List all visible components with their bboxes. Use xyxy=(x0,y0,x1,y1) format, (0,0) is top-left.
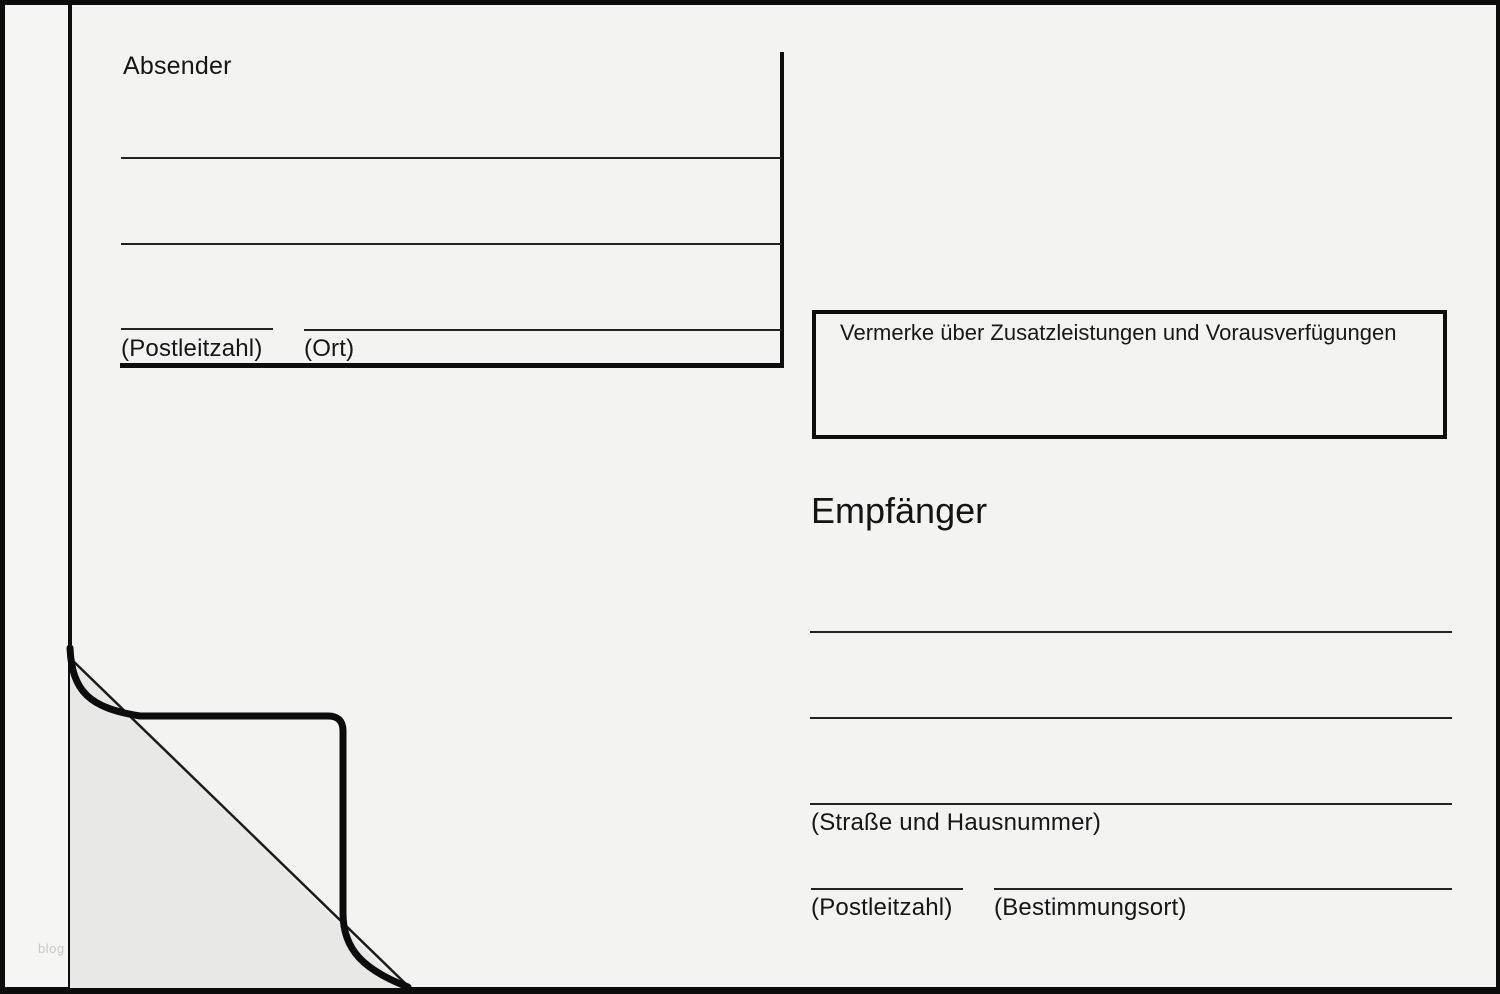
recipient-section-title: Empfänger xyxy=(811,490,988,531)
page-border-right xyxy=(1496,0,1500,994)
recipient-postal-code-label: (Postleitzahl) xyxy=(811,894,953,921)
service-notes-box xyxy=(812,310,1447,439)
service-notes-label: Vermerke über Zusatzleistungen und Vorausverfügungen xyxy=(840,320,1397,345)
sender-block-vertical-rule xyxy=(780,52,784,367)
watermark-text: blog xyxy=(38,941,65,956)
page-curl-graphic xyxy=(58,640,428,994)
sender-name-line xyxy=(121,157,782,159)
recipient-street-label: (Straße und Hausnummer) xyxy=(811,809,1102,836)
sender-city-line xyxy=(304,329,782,331)
recipient-destination-label: (Bestimmungsort) xyxy=(994,894,1187,921)
recipient-street-line xyxy=(810,803,1452,805)
sender-block-bottom-rule xyxy=(120,363,784,368)
page-border-top xyxy=(0,0,1500,5)
recipient-name-line xyxy=(810,631,1452,633)
sender-postal-code-line xyxy=(121,328,273,330)
sender-city-label: (Ort) xyxy=(304,335,355,362)
recipient-name2-line xyxy=(810,717,1452,719)
sender-street-line xyxy=(121,243,782,245)
sender-postal-code-label: (Postleitzahl) xyxy=(121,335,263,362)
recipient-destination-line xyxy=(994,888,1452,890)
recipient-postal-code-line xyxy=(811,888,963,890)
sender-section-title: Absender xyxy=(123,52,232,80)
